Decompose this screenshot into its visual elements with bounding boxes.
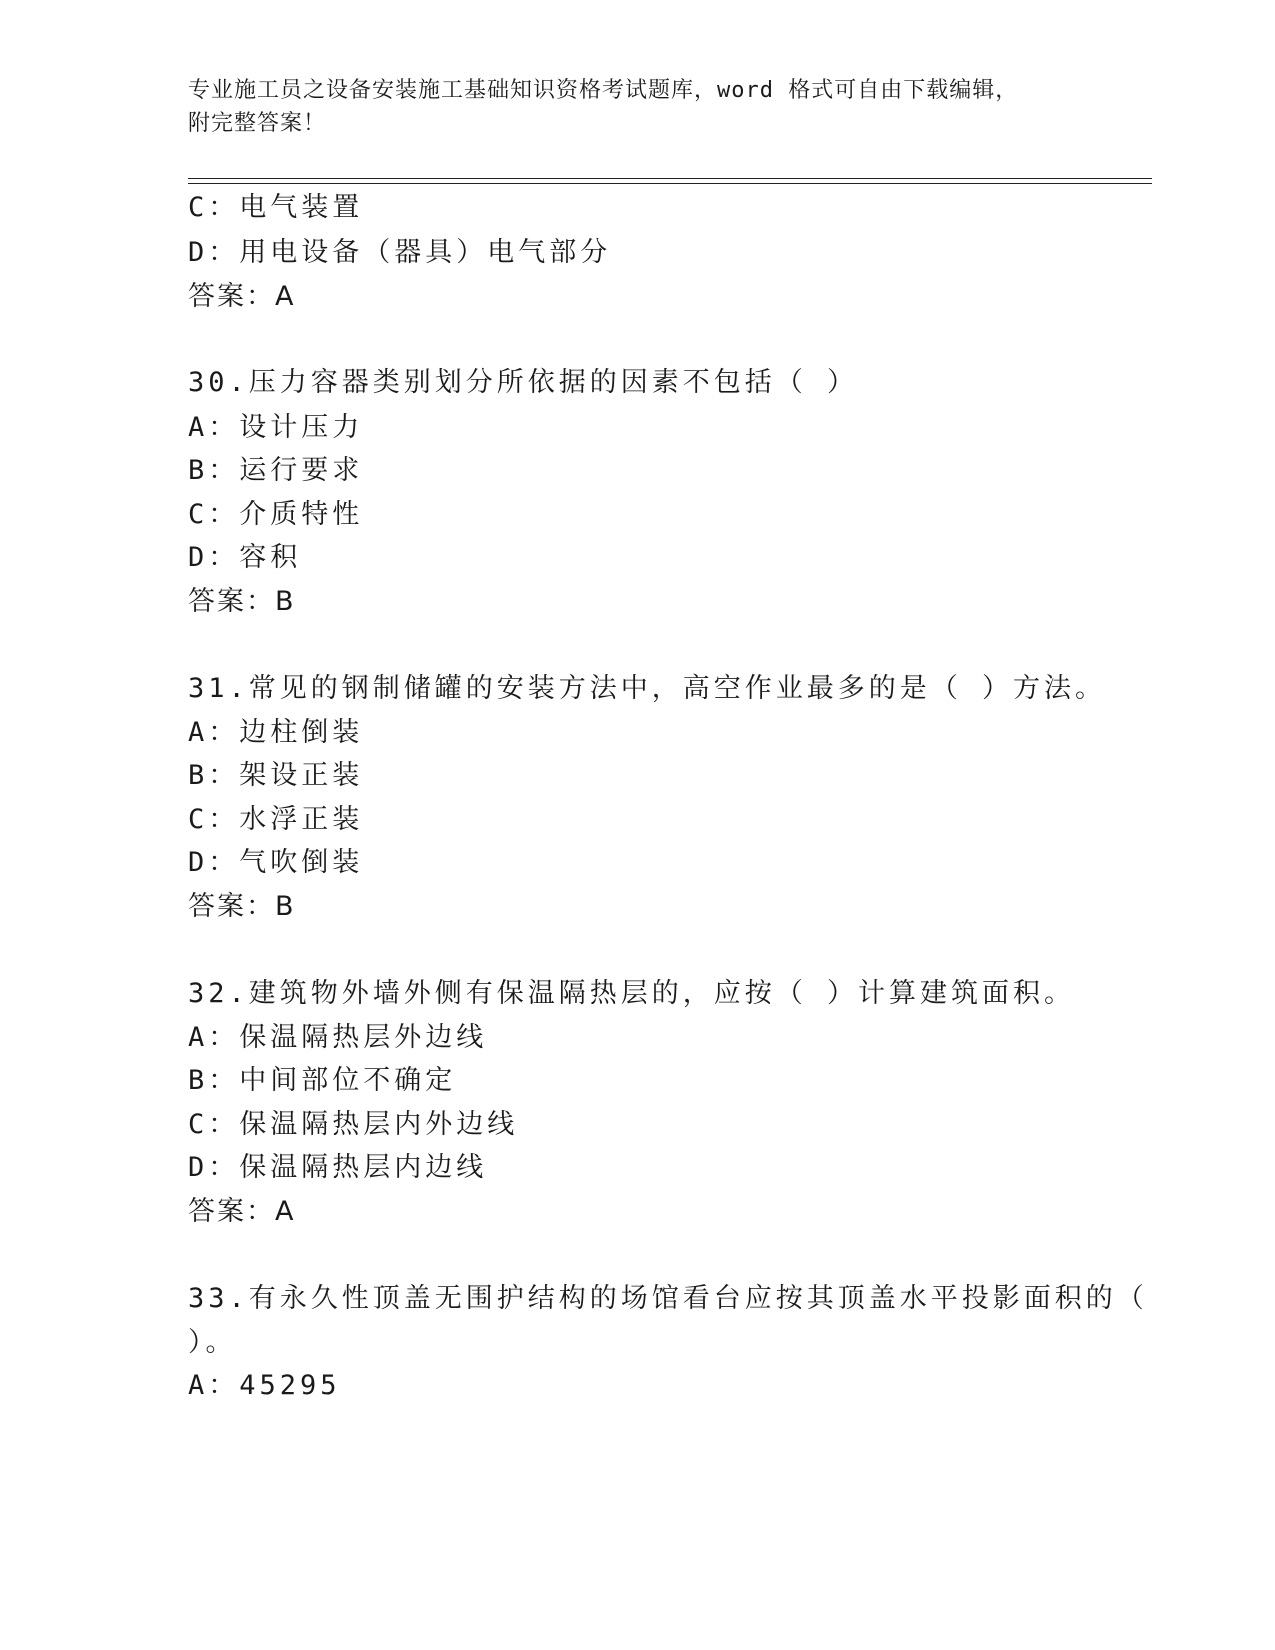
- option-a: A：45295: [188, 1370, 341, 1401]
- option-d: D：保温隔热层内边线: [188, 1152, 488, 1183]
- option-a: A：边柱倒装: [188, 717, 364, 748]
- option-d: D：气吹倒装: [188, 847, 364, 878]
- option-c: C：水浮正装: [188, 804, 364, 835]
- option-b: B：运行要求: [188, 455, 364, 486]
- option-c: C：保温隔热层内外边线: [188, 1109, 519, 1140]
- answer: 答案：B: [188, 891, 296, 922]
- option-c: C：电气装置: [188, 192, 364, 223]
- option-c: C：介质特性: [188, 499, 364, 530]
- document-header: [188, 74, 1068, 140]
- option-b: B：架设正装: [188, 760, 364, 791]
- option-a: A：保温隔热层外边线: [188, 1022, 488, 1053]
- question-stem: 33.有永久性顶盖无围护结构的场馆看台应按其顶盖水平投影面积的（: [188, 1283, 1148, 1314]
- option-d: D：容积: [188, 542, 302, 573]
- question-stem: 32.建筑物外墙外侧有保温隔热层的，应按（ ）计算建筑面积。: [188, 978, 1076, 1009]
- answer: 答案：B: [188, 586, 296, 617]
- answer: 答案：A: [188, 1196, 296, 1227]
- header-divider-top: [188, 178, 1152, 179]
- option-d: D：用电设备（器具）电气部分: [188, 237, 612, 268]
- header-line-2: 附完整答案！: [188, 111, 327, 136]
- option-a: A：设计压力: [188, 412, 364, 443]
- header-divider-bottom: [188, 183, 1152, 184]
- question-stem: 31.常见的钢制储罐的安装方法中，高空作业最多的是（ ）方法。: [188, 673, 1107, 704]
- header-line-1: 专业施工员之设备安装施工基础知识资格考试题库，word 格式可自由下载编辑，: [188, 78, 1019, 103]
- option-b: B：中间部位不确定: [188, 1065, 457, 1096]
- answer: 答案：A: [188, 281, 296, 312]
- question-stem: 30.压力容器类别划分所依据的因素不包括（ ）: [188, 367, 859, 398]
- question-stem-continuation: ）。: [188, 1327, 237, 1358]
